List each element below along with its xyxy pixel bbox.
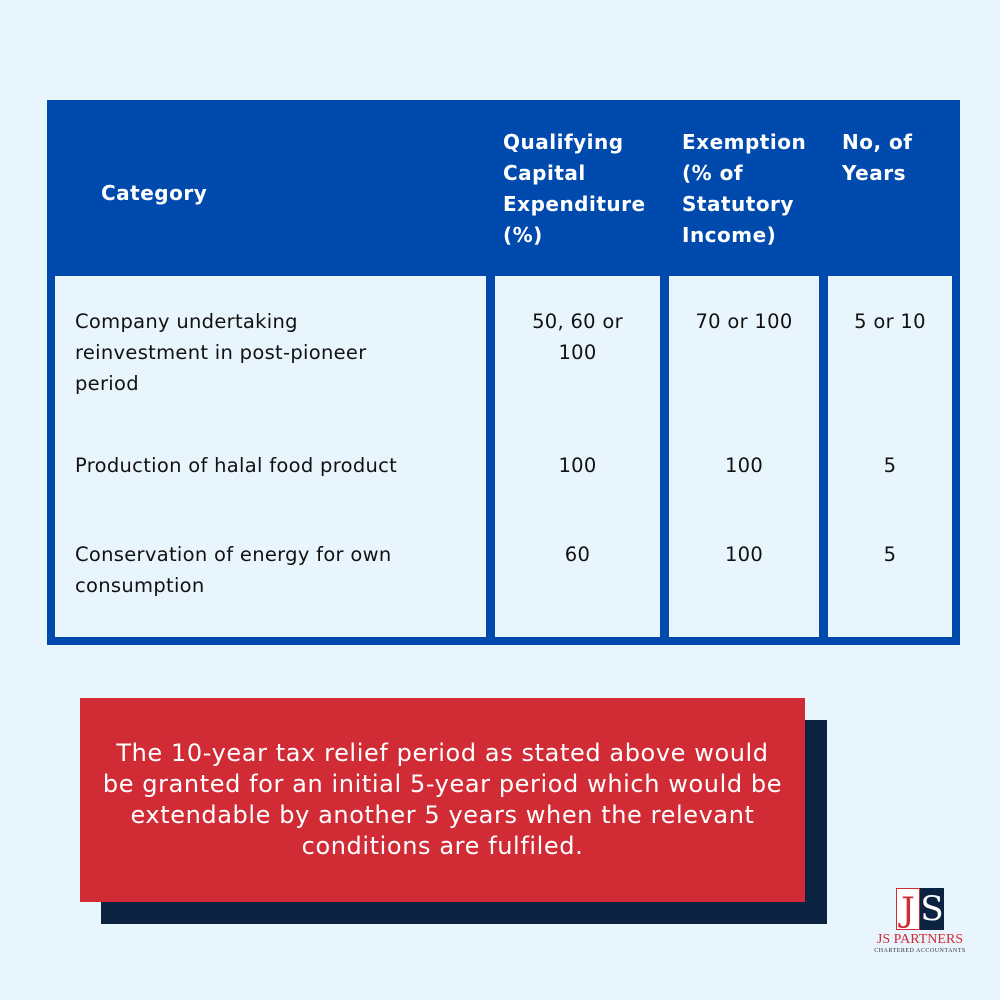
logo-mark (896, 888, 944, 930)
cell-line: Company undertaking (75, 310, 298, 333)
header-line: Exemption (682, 130, 807, 154)
table-cell (75, 306, 367, 399)
tax-relief-table (47, 100, 960, 645)
table-cell: 100 (724, 543, 764, 566)
header-line: Category (101, 181, 208, 205)
header-line: Expenditure (503, 192, 646, 216)
header-line: Capital (503, 161, 586, 185)
table-cell (75, 450, 397, 481)
note-text: The 10-year tax relief period as stated above would be granted for an initial 5-year period which would be extendable by another 5 years when the relevant conditions are fulfiled. (102, 739, 783, 860)
exemption-column (669, 276, 819, 637)
cell-line: 50, 60 or (532, 310, 623, 333)
logo-subtitle: CHARTERED ACCOUNTANTS (874, 948, 966, 954)
table-cell: 70 or 100 (695, 310, 793, 333)
header-capex (503, 127, 646, 251)
header-years (842, 127, 912, 189)
header-line: (%) (503, 223, 543, 247)
table-cell: 100 (724, 454, 764, 477)
table-cell: 5 or 10 (854, 310, 926, 333)
table-cell: 100 (558, 454, 597, 477)
years-column (828, 276, 952, 637)
js-partners-logo (870, 888, 970, 954)
cell-line: period (75, 372, 139, 395)
cell-line: consumption (75, 574, 205, 597)
logo-j: J (896, 888, 920, 930)
table-cell (75, 539, 392, 601)
logo-name: JS PARTNERS (876, 932, 964, 947)
note-box (80, 698, 805, 902)
table-cell: 5 (883, 543, 897, 566)
category-column (55, 276, 486, 637)
logo-s: S (920, 889, 944, 929)
header-line: Qualifying (503, 130, 624, 154)
header-line: Years (842, 161, 906, 185)
header-line: (% of (682, 161, 744, 185)
header-line: No, of (842, 130, 913, 154)
table-cell: 60 (564, 543, 591, 566)
header-category (101, 178, 207, 209)
cell-line: Conservation of energy for own (75, 543, 392, 566)
header-line: Statutory (682, 192, 794, 216)
cell-line: Production of halal food product (75, 454, 398, 477)
header-exemption (682, 127, 806, 251)
cell-line: 100 (558, 341, 597, 364)
header-line: Income) (682, 223, 777, 247)
capex-column (495, 276, 660, 637)
cell-line: reinvestment in post-pioneer (75, 341, 367, 364)
table-cell: 5 (883, 454, 897, 477)
table-cell (495, 306, 660, 368)
